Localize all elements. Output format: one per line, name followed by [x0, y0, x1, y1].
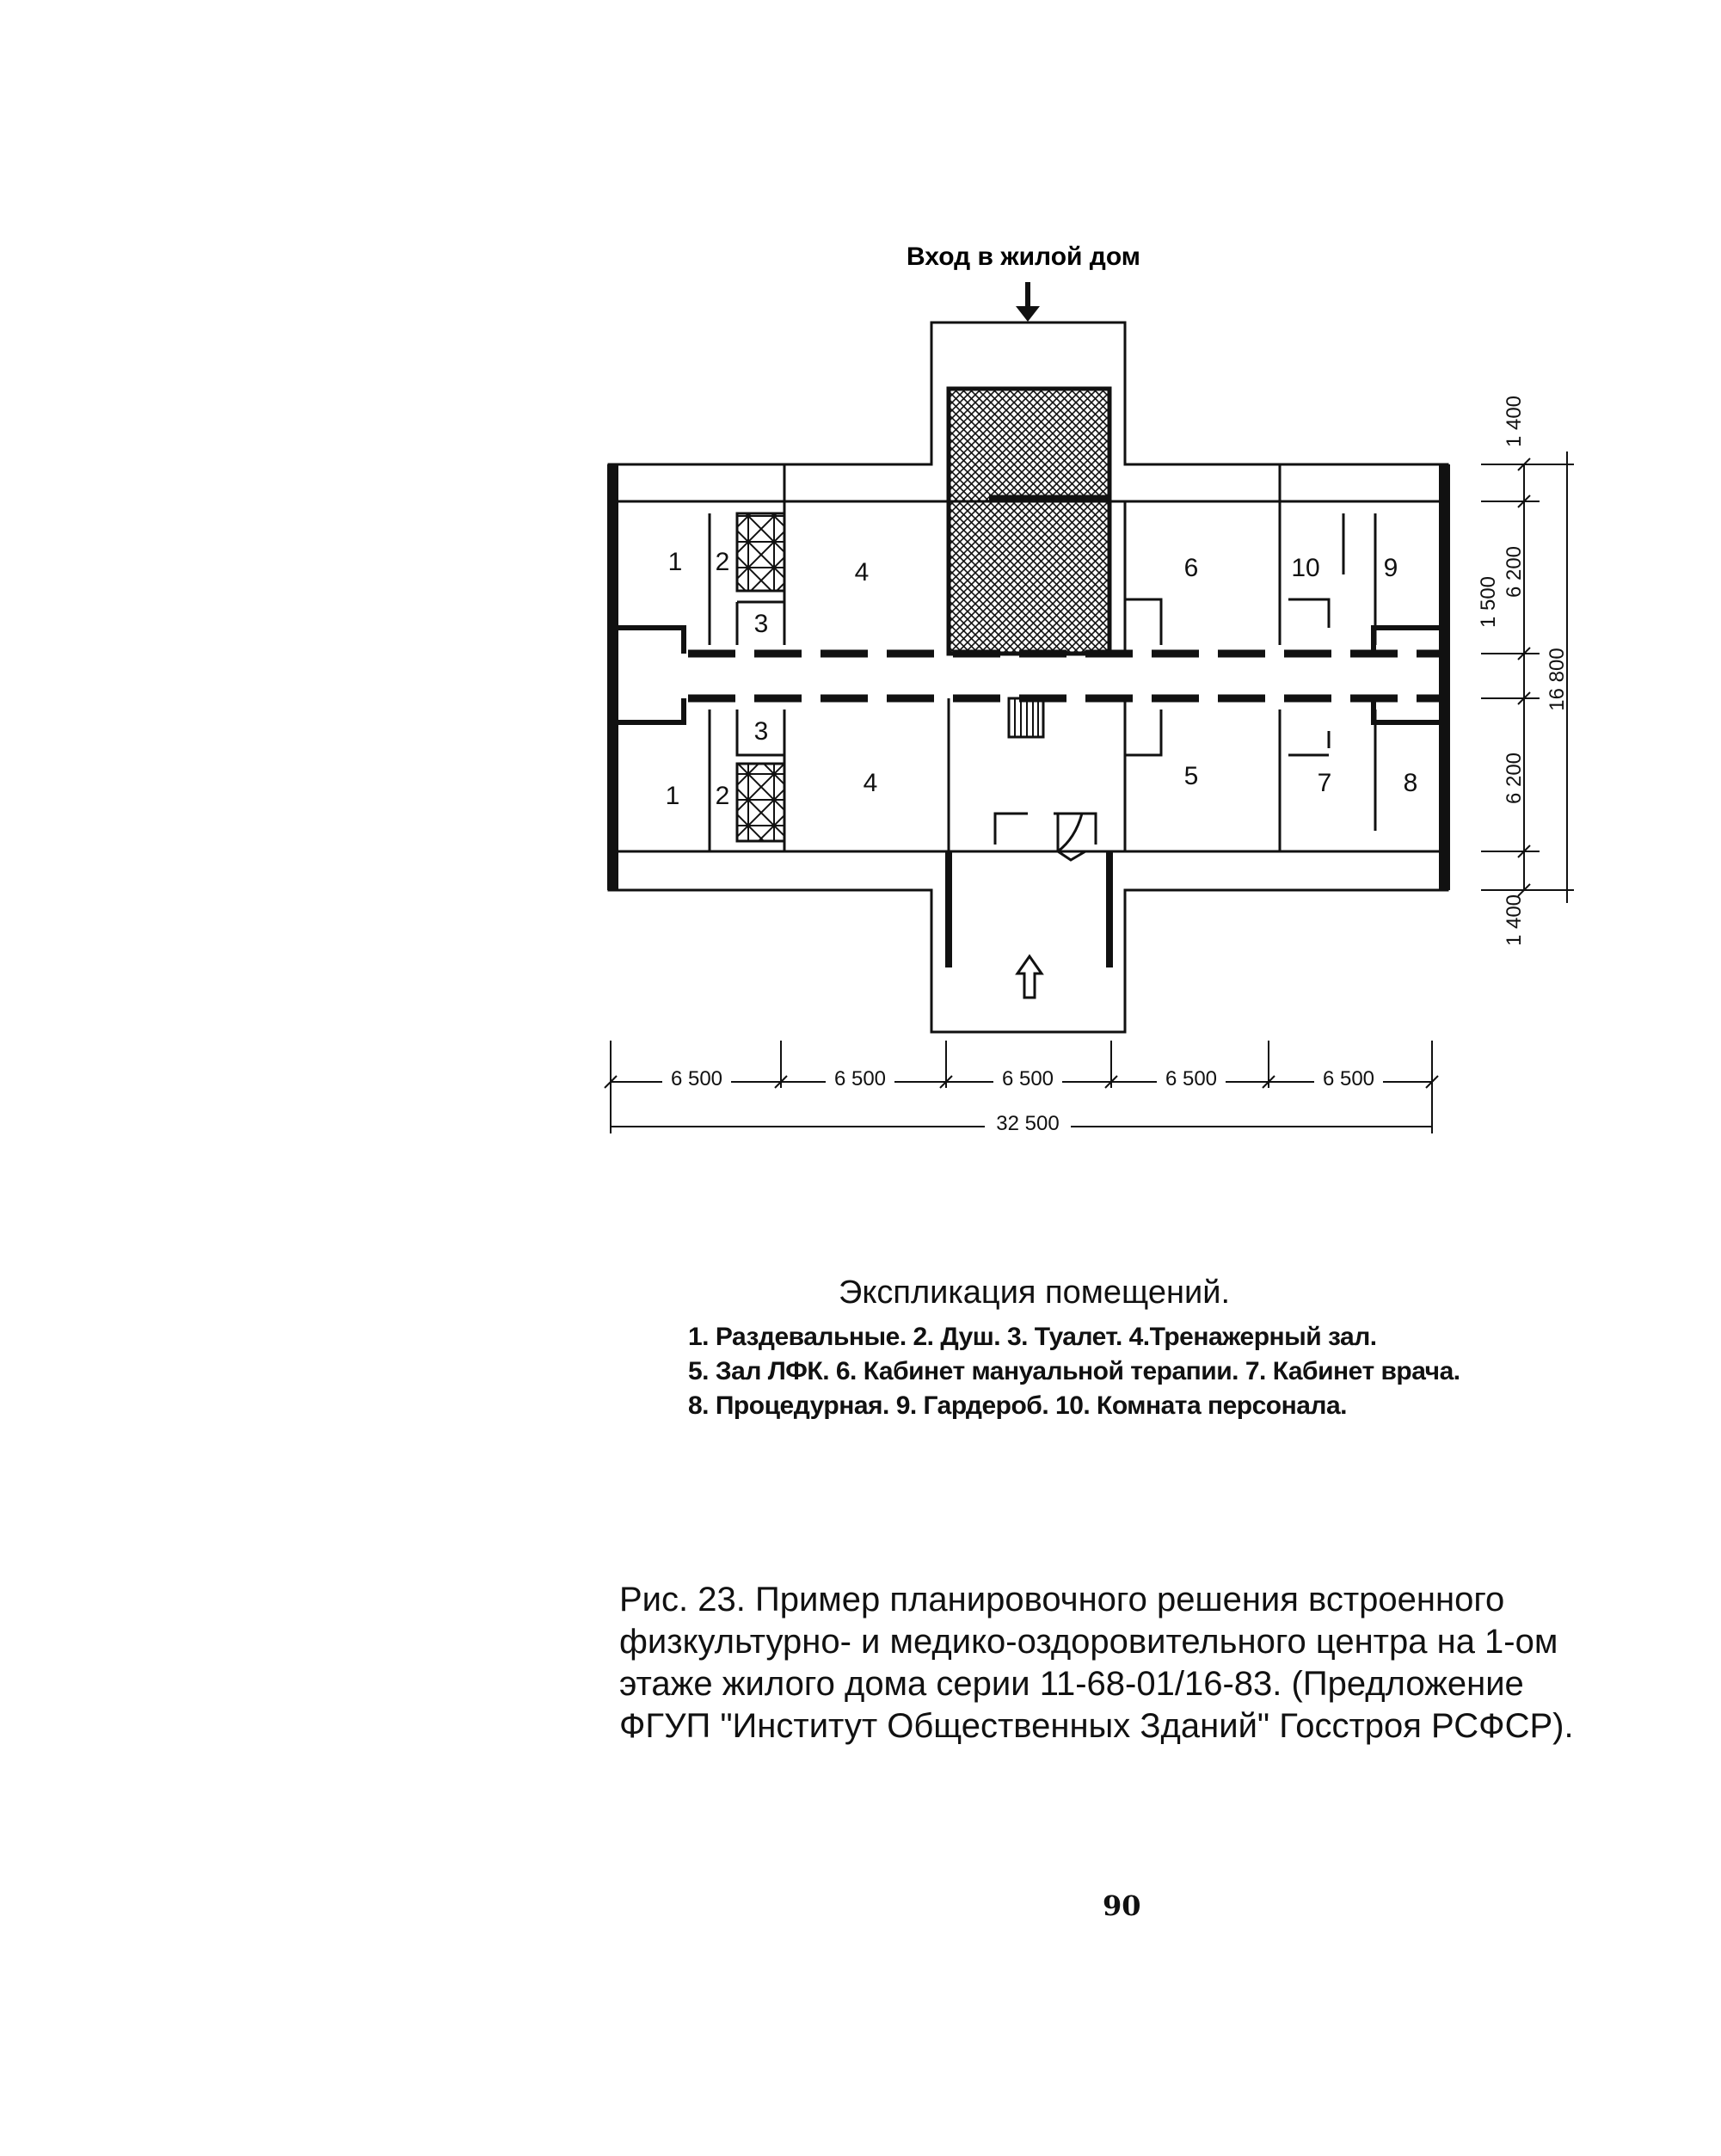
- legend-title: Экспликация помещений.: [839, 1275, 1230, 1311]
- dimension-label: 1 400: [1503, 894, 1526, 947]
- dimension-label: 1 500: [1477, 575, 1500, 629]
- room-number: 4: [854, 558, 870, 587]
- legend-line: 8. Процедурная. 9. Гардероб. 10. Комната персонала.: [688, 1391, 1348, 1420]
- room-number: 6: [1183, 554, 1199, 582]
- room-number: 4: [863, 769, 878, 797]
- room-number: 7: [1317, 769, 1332, 797]
- dimension-label: 16 800: [1546, 648, 1569, 711]
- page-number: 90: [1103, 1889, 1141, 1922]
- stair-treads: [1015, 698, 1038, 737]
- room-number: 8: [1403, 769, 1418, 797]
- room-number: 3: [753, 717, 769, 746]
- dimension-label: 1 400: [1503, 395, 1526, 448]
- room-number: 1: [667, 548, 683, 576]
- caption-line: Рис. 23. Пример планировочного решения встроенного: [619, 1581, 1505, 1619]
- dimension-label: 6 500: [1322, 1067, 1375, 1090]
- legend-line: 1. Раздевальные. 2. Душ. 3. Туалет. 4.Тренажерный зал.: [688, 1323, 1377, 1351]
- caption-line: физкультурно- и медико-оздоровительного центра на 1-ом: [619, 1623, 1558, 1661]
- dimension-total: 32 500: [996, 1112, 1060, 1135]
- dimension-label: 6 200: [1503, 545, 1526, 599]
- dimension-label: 6 500: [1165, 1067, 1218, 1090]
- lower-entrance: [949, 851, 1109, 967]
- wc-cubicles: [737, 513, 784, 841]
- entrance-arrow-icon: [1016, 282, 1040, 322]
- dimension-label: 6 500: [833, 1067, 887, 1090]
- room-number: 2: [715, 548, 730, 576]
- dimension-label: 6 500: [1001, 1067, 1054, 1090]
- legend-line: 5. Зал ЛФК. 6. Кабинет мануальной терапии. 7. Кабинет врача.: [688, 1357, 1460, 1385]
- room-number: 3: [753, 610, 769, 638]
- caption-line: этаже жилого дома серии 11-68-01/16-83. (Предложение: [619, 1665, 1524, 1703]
- entrance-label: Вход в жилой дом: [907, 243, 1140, 271]
- room-number: 1: [665, 782, 680, 810]
- entry-arrow-icon: [1017, 956, 1042, 998]
- hatched-area: [949, 389, 1109, 654]
- caption-line: ФГУП "Институт Общественных Зданий" Госстроя РСФСР).: [619, 1707, 1574, 1745]
- figure-caption: [619, 1579, 1591, 1748]
- dimension-label: 6 500: [670, 1067, 723, 1090]
- room-number: 2: [715, 782, 730, 810]
- dimension-label: 6 200: [1503, 752, 1526, 805]
- room-number: 9: [1383, 554, 1398, 582]
- room-number: 5: [1183, 762, 1199, 790]
- room-number: 10: [1291, 554, 1320, 582]
